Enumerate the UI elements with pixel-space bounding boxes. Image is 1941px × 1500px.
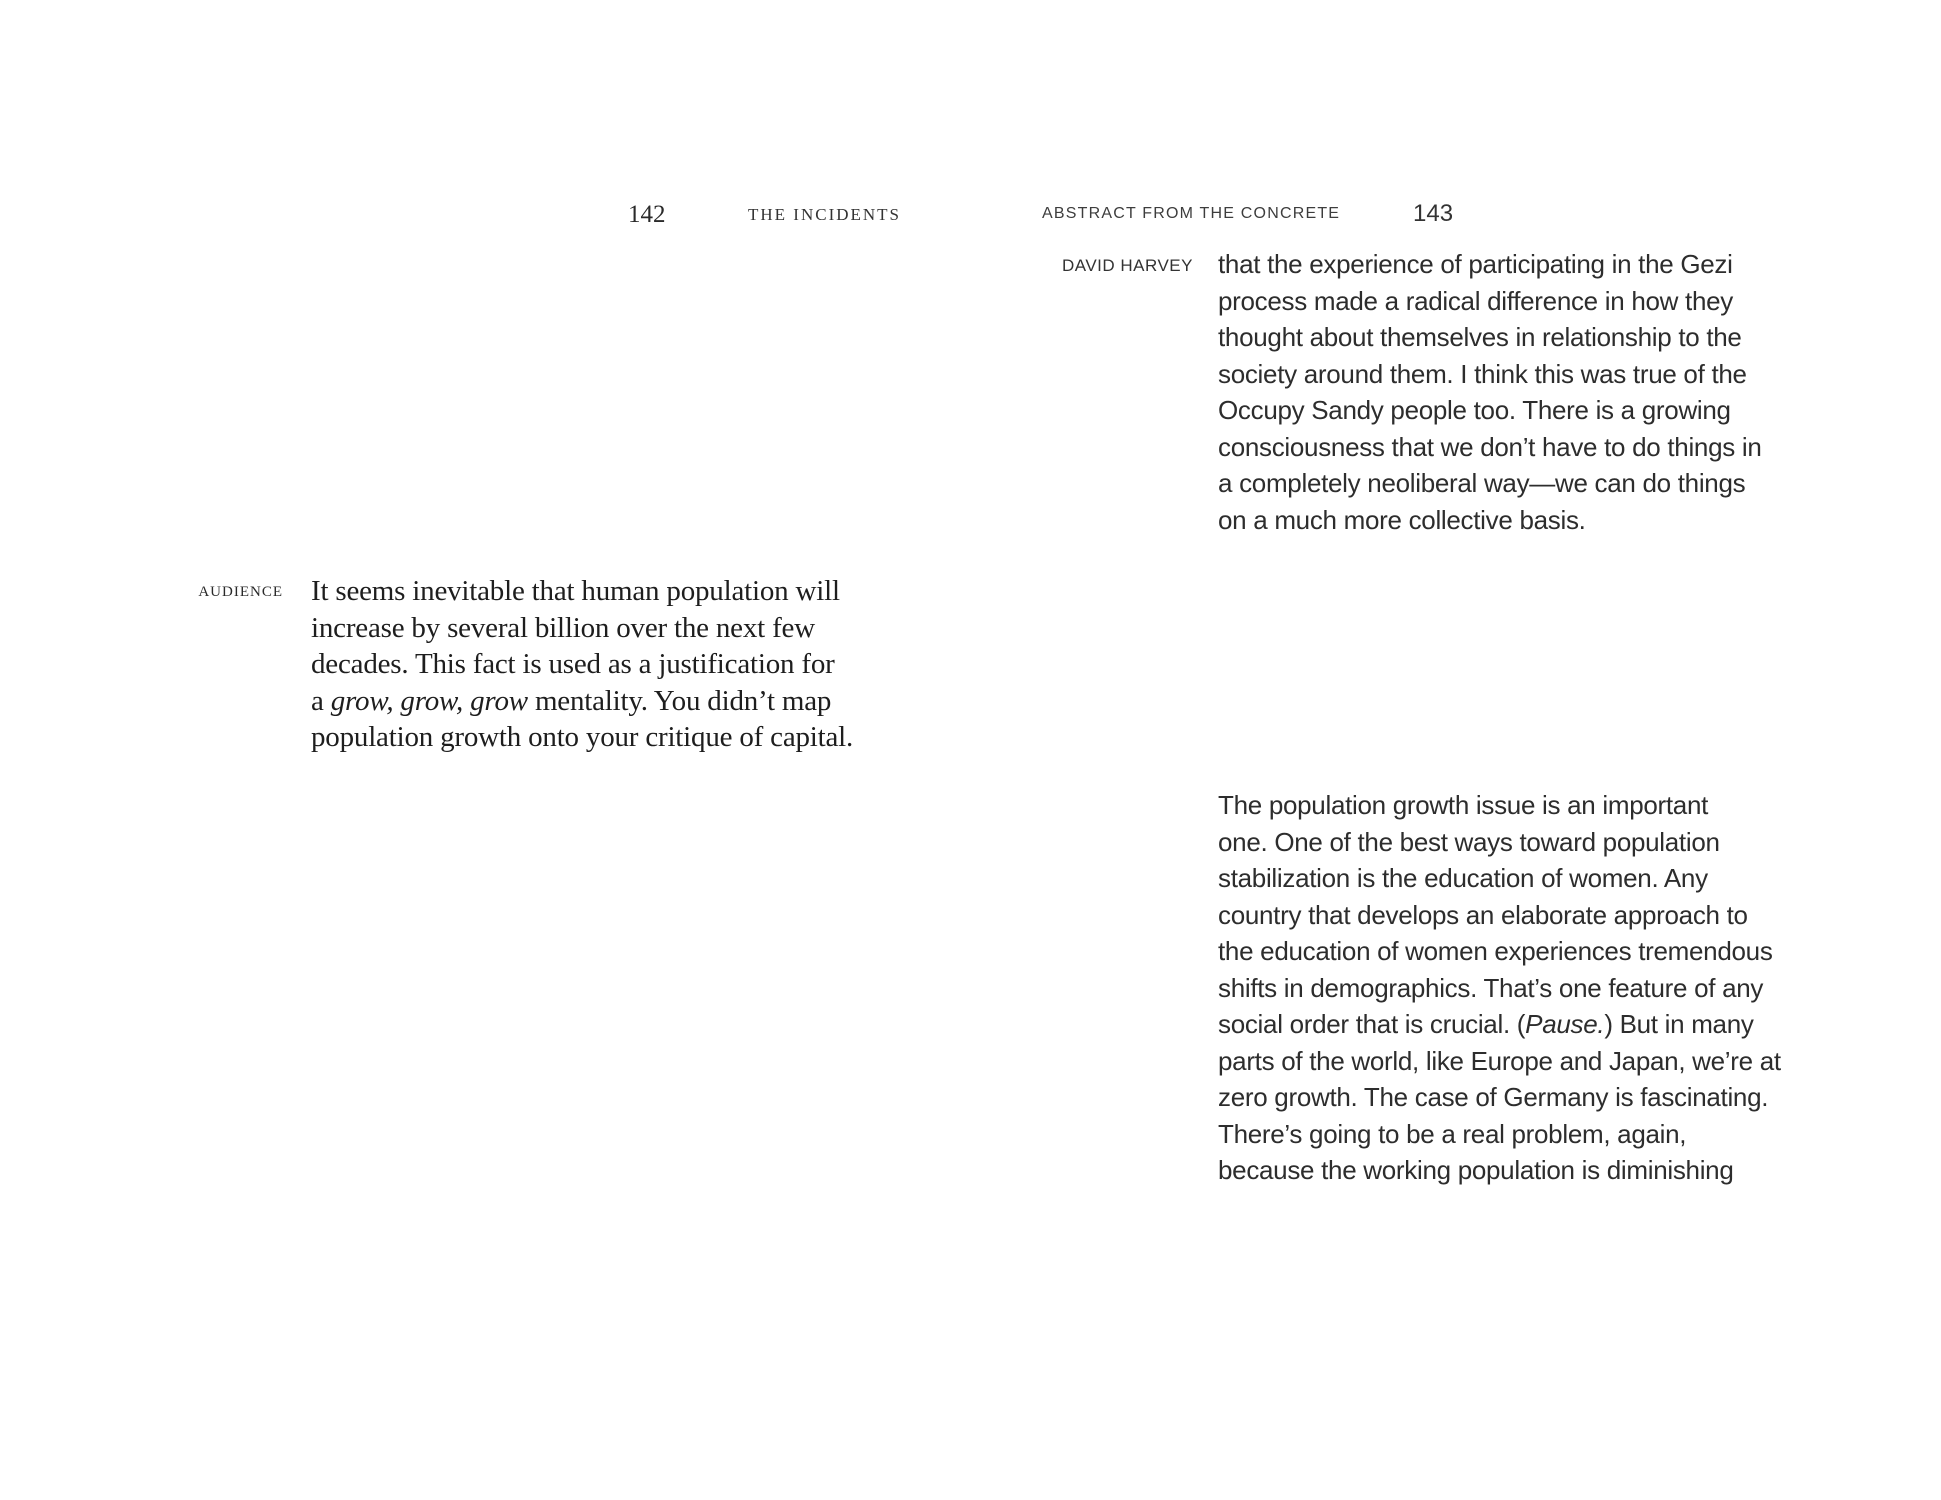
text-line: increase by several billion over the next few <box>311 611 815 644</box>
text-line: population growth onto your critique of capital. <box>311 721 854 754</box>
text-line: It seems inevitable that human population will <box>311 575 840 607</box>
text-line: society around them. I think this was true of the <box>1218 358 1747 389</box>
text-line: social order that is crucial. (Pause.) But in many <box>1218 1009 1754 1039</box>
text-line: on a much more collective basis. <box>1218 504 1586 535</box>
harvey-paragraph-gezi <box>1218 246 1818 538</box>
left-page-number: 142 <box>628 201 666 228</box>
left-running-head: THE INCIDENTS <box>748 205 902 224</box>
speaker-label-audience: AUDIENCE <box>198 584 283 600</box>
text-line: decades. This fact is used as a justification for <box>311 648 835 681</box>
text-line: one. One of the best ways toward population <box>1218 826 1720 857</box>
text-line: a completely neoliberal way—we can do things <box>1218 468 1746 498</box>
text-line: process made a radical difference in how they <box>1218 285 1733 316</box>
text-line: a grow, grow, grow mentality. You didn’t map <box>311 684 832 717</box>
text-line: There’s going to be a real problem, again, <box>1218 1118 1687 1149</box>
audience-question-paragraph <box>311 573 911 756</box>
right-running-head: ABSTRACT FROM THE CONCRETE <box>1042 205 1341 222</box>
text-line: thought about themselves in relationship to the <box>1218 322 1742 352</box>
text-line: the education of women experiences tremendous <box>1218 936 1773 966</box>
speaker-label-david-harvey: DAVID HARVEY <box>1061 256 1193 275</box>
text-line: consciousness that we don’t have to do things in <box>1218 431 1762 462</box>
harvey-paragraph-population <box>1218 787 1818 1189</box>
text-line: parts of the world, like Europe and Japan, we’re at <box>1218 1045 1781 1076</box>
text-line: country that develops an elaborate approach to <box>1218 899 1748 930</box>
text-line: because the working population is diminishing <box>1218 1155 1734 1185</box>
text-line: The population growth issue is an important <box>1218 790 1709 820</box>
text-line: stabilization is the education of women. Any <box>1218 863 1708 893</box>
right-page-number: 143 <box>1413 200 1454 227</box>
text-line: shifts in demographics. That’s one feature of any <box>1218 972 1764 1003</box>
text-line: Occupy Sandy people too. There is a growing <box>1218 395 1731 425</box>
text-line: zero growth. The case of Germany is fascinating. <box>1218 1082 1769 1112</box>
text-line: that the experience of participating in the Gezi <box>1218 249 1733 279</box>
